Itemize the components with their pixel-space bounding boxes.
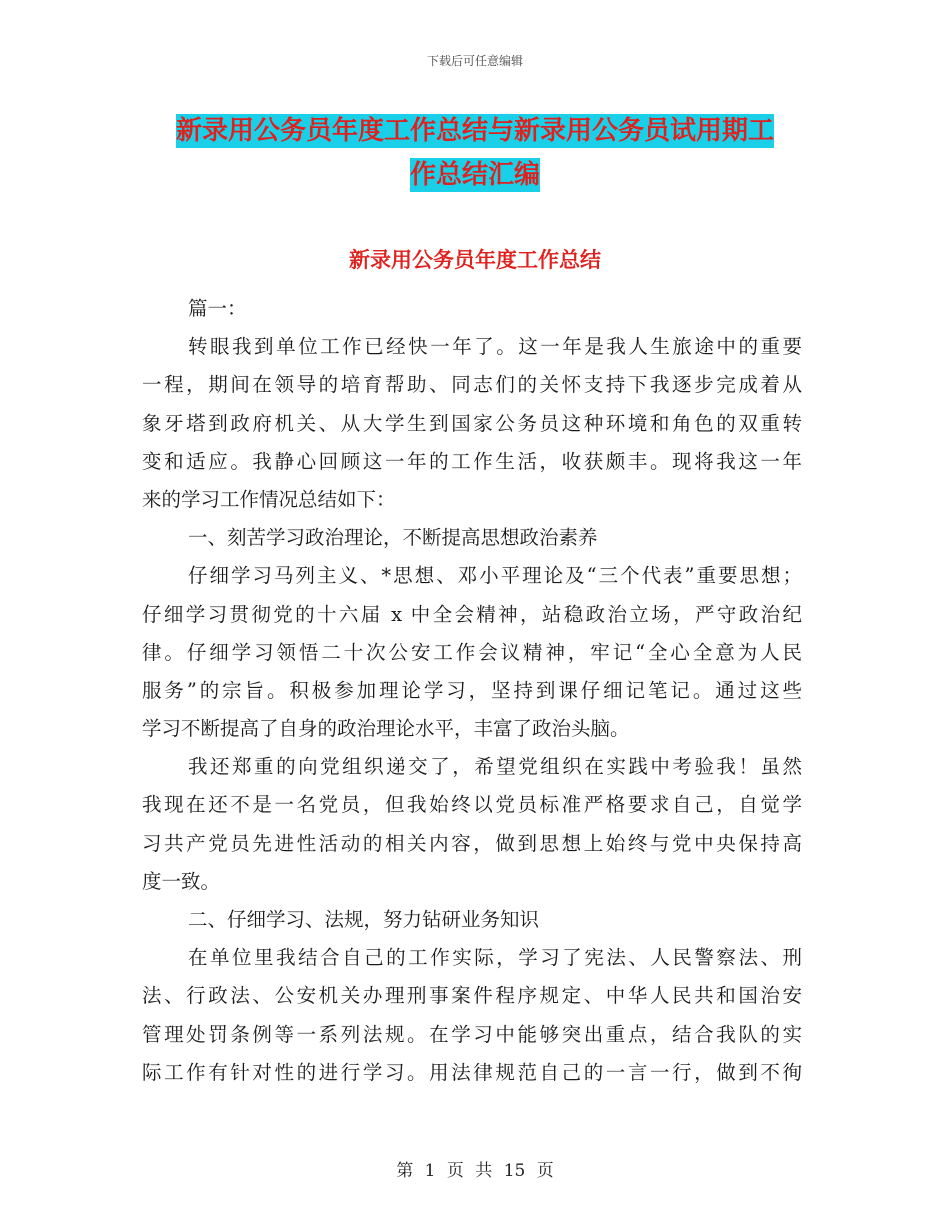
text-line: 服务”的宗旨。积极参加理论学习，坚持到课仔细记笔记。通过这些: [142, 678, 802, 702]
document-title-line-2: 作总结汇编: [409, 160, 540, 190]
text-line: 来的学习工作情况总结如下：: [142, 487, 396, 511]
text-line: 我还郑重的向党组织递交了，希望党组织在实践中考验我！虽然: [188, 755, 802, 779]
text-line: 律。仔细学习领悟二十次公安工作会议精神，牢记“全心全意为人民: [142, 640, 802, 664]
text-line: 习共产党员先进性活动的相关内容，做到思想上始终与党中央保持高: [142, 831, 802, 855]
text-line: 在单位里我结合自己的工作实际，学习了宪法、人民警察法、刑: [188, 946, 802, 970]
text-line: 一程，期间在领导的培育帮助、同志们的关怀支持下我逐步完成着从: [142, 373, 802, 397]
text-line: 一、刻苦学习政治理论，不断提高思想政治素养: [188, 526, 598, 550]
text-line: 学习不断提高了自身的政治理论水平，丰富了政治头脑。: [142, 717, 630, 741]
text-line: 二、仔细学习、法规，努力钻研业务知识: [188, 908, 540, 931]
text-line: 仔细学习马列主义、*思想、邓小平理论及“三个代表”重要思想；: [188, 564, 802, 588]
header-note: 下载后可任意编辑: [426, 54, 523, 68]
text-line: 象牙塔到政府机关、从大学生到国家公务员这种环境和角色的双重转: [142, 411, 802, 435]
section-title: 新录用公务员年度工作总结: [349, 248, 601, 272]
text-line: 我现在还不是一名党员，但我始终以党员标准严格要求自己，自觉学: [142, 793, 802, 817]
text-line: 篇一：: [188, 297, 247, 320]
text-line: 转眼我到单位工作已经快一年了。这一年是我人生旅途中的重要: [188, 335, 802, 359]
text-line: 管理处罚条例等一系列法规。在学习中能够突出重点，结合我队的实: [142, 1022, 802, 1046]
page-footer: 第 1 页 共 15 页: [396, 1161, 554, 1181]
text-line: 法、行政法、公安机关办理刑事案件程序规定、中华人民共和国治安: [142, 984, 802, 1008]
document-title-line-1: 新录用公务员年度工作总结与新录用公务员试用期工: [175, 116, 774, 146]
text-line: 仔细学习贯彻党的十六届 x 中全会精神，站稳政治立场，严守政治纪: [142, 602, 802, 626]
text-line: 际工作有针对性的进行学习。用法律规范自己的一言一行，做到不徇: [142, 1060, 802, 1084]
text-line: 度一致。: [142, 869, 221, 893]
body-text: [142, 290, 802, 1092]
text-line: 变和适应。我静心回顾这一年的工作生活，收获颇丰。现将我这一年: [142, 449, 802, 473]
